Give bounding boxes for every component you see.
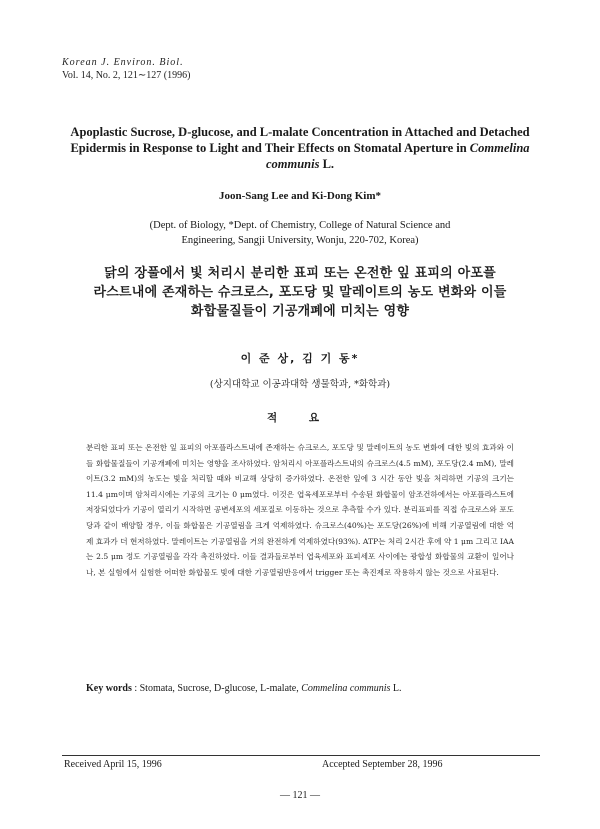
korean-title (60, 264, 540, 321)
korean-title-line-1: 닭의 장풀에서 빛 처리시 분리한 표피 또는 온전한 잎 표피의 아포플 (104, 266, 496, 281)
keywords (86, 683, 526, 694)
affiliation-line-1: (Dept. of Biology, *Dept. of Chemistry, College of Natural Science and (149, 220, 451, 231)
korean-title-line-3: 화합물질들이 기공개폐에 미치는 영향 (190, 304, 410, 319)
korean-authors: 이 준 상, 김 기 동* (240, 352, 360, 365)
journal-citation: Vol. 14, No. 2, 121∼127 (1996) (62, 70, 191, 81)
keywords-species: Commelina communis (301, 683, 391, 694)
affiliation (60, 218, 540, 248)
received-date: Received April 15, 1996 (64, 759, 162, 770)
korean-affiliation: (상지대학교 이공과대학 생물학과, *화학과) (209, 379, 391, 390)
keywords-end: L. (390, 683, 402, 694)
abstract-heading: 적 요 (267, 412, 333, 424)
affiliation-line-2: Engineering, Sangji University, Wonju, 220-702, Korea) (181, 235, 419, 246)
paper-title (60, 124, 540, 172)
journal-header (62, 56, 190, 82)
keywords-list: : Stomata, Sucrose, D-glucose, L-malate, (134, 683, 302, 694)
keywords-label: Key words (86, 683, 132, 694)
title-end: L. (319, 157, 335, 171)
page-number: — 121 — (280, 790, 320, 801)
abstract-body: 분리한 표피 또는 온전한 잎 표피의 아포플라스트내에 존재하는 슈크로스, 포도당 및 말레이트의 농도 변화에 대한 빛의 효과와 이들 화합물질들이 기공개폐에 미치는 영향을 조사하였다. 암처리시 아포플라스트내의 슈크로스(4.5 mM), 포도당(2.4 mM), 말레이트(3.2 mM)의 농도는 빛을 처리할 때와 비교해 상당히 증가하였다. 온전한 잎에 3 시간 동안 빛을 처리하면 기공의 크기는 11.4 μm이며 암처리시에는 기공의 크기는 0 μm였다. 이것은 엽육세포로부터 수송된 화합물이 암조건하에서는 아포플라스트에 저장되었다가 기공이 열리기 시작하면 공변세포의 세포질로 이동하는 것으로 추측할 수가 있다. 분리표피를 직접 슈크로스와 포도당과 같이 배양할 경우, 이들 화합물은 기공열림을 크게 억제하였다. 슈크로스(40%)는 포도당(26%)에 비해 기공열림에 대한 억제 효과가 더 현저하였다. 말레이트는 기공열림을 거의 완전하게 억제하였다(93%). ATP는 처리 2시간 후에 약 1 μm 그리고 IAA는 2.5 μm 정도 기공열림을 각각 촉진하였다. 이들 결과들로부터 엽육세포와 표피세포 사이에는 광합성 화합물의 교환이 일어나나, 본 실험에서 실험한 어떠한 화합물도 빛에 대한 기공열림반응에서 trigger 또는 촉진제로 작용하지 않는 것으로 사료된다. (86, 443, 514, 577)
title-species: Commelina communis (265, 141, 530, 171)
title-main: Apoplastic Sucrose, D-glucose, and L-malate Concentration in Attached and Detached Epidermis in Response to Light and Their Effects on Stomatal Aperture in (70, 125, 530, 155)
journal-name: Korean J. Environ. Biol. (62, 57, 184, 68)
accepted-date: Accepted September 28, 1996 (322, 759, 443, 770)
authors: Joon-Sang Lee and Ki-Dong Kim* (219, 190, 381, 202)
footer-divider (62, 755, 540, 756)
korean-title-line-2: 라스트내에 존재하는 슈크로스, 포도당 및 말레이트의 농도 변화와 이들 (93, 285, 507, 300)
